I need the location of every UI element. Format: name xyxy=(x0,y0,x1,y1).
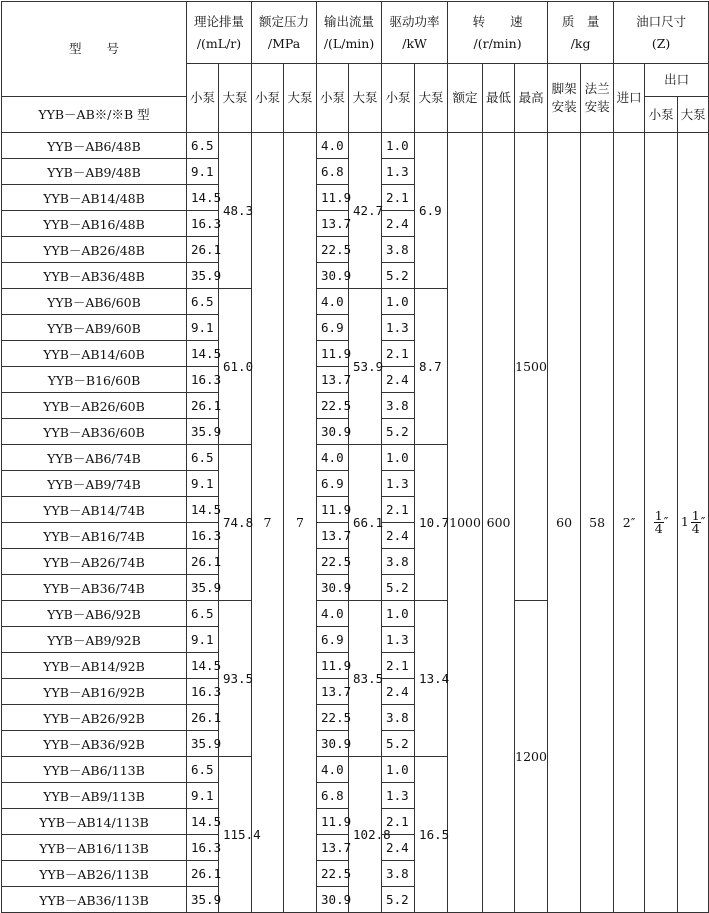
model-cell: YYB－AB26/113B xyxy=(2,861,187,887)
header-pressure-label: 额定压力 xyxy=(259,13,310,29)
header-mass xyxy=(548,2,614,64)
small-flow-cell: 13.7 xyxy=(317,211,349,237)
large-displacement-cell: 61.0 xyxy=(219,289,252,445)
small-displacement-cell: 26.1 xyxy=(187,393,219,419)
small-flow-cell: 4.0 xyxy=(317,289,349,315)
model-cell: YYB－AB6/92B xyxy=(2,601,187,627)
model-cell: YYB－AB16/113B xyxy=(2,835,187,861)
small-flow-cell: 11.9 xyxy=(317,497,349,523)
small-displacement-cell: 14.5 xyxy=(187,341,219,367)
small-power-cell: 2.1 xyxy=(382,809,415,835)
header-port-unit: (Z) xyxy=(651,35,671,51)
header-port-inlet: 进口 xyxy=(614,64,645,133)
small-flow-cell: 30.9 xyxy=(317,575,349,601)
fraction-value xyxy=(680,508,706,536)
pump-spec-table xyxy=(1,1,709,913)
small-power-cell: 3.8 xyxy=(382,549,415,575)
header-power-large: 大泵 xyxy=(415,64,448,133)
small-power-cell: 2.1 xyxy=(382,653,415,679)
small-flow-cell: 4.0 xyxy=(317,757,349,783)
model-cell: YYB－AB26/74B xyxy=(2,549,187,575)
small-flow-cell: 6.8 xyxy=(317,783,349,809)
large-flow-cell: 53.9 xyxy=(349,289,382,445)
header-power-small: 小泵 xyxy=(382,64,415,133)
fraction-whole: 1 xyxy=(680,514,689,529)
fraction xyxy=(691,510,701,535)
small-displacement-cell: 16.3 xyxy=(187,679,219,705)
small-flow-cell: 22.5 xyxy=(317,705,349,731)
model-cell: YYB－AB9/48B xyxy=(2,159,187,185)
small-power-cell: 1.3 xyxy=(382,783,415,809)
header-port-label: 油口尺寸 xyxy=(636,13,687,29)
small-flow-cell: 13.7 xyxy=(317,835,349,861)
model-cell: YYB－AB9/60B xyxy=(2,315,187,341)
small-displacement-cell: 26.1 xyxy=(187,861,219,887)
header-speed-rated: 额定 xyxy=(448,64,483,133)
fraction-unit: ″ xyxy=(700,514,706,529)
small-displacement-cell: 14.5 xyxy=(187,809,219,835)
model-cell: YYB－AB16/92B xyxy=(2,679,187,705)
model-cell: YYB－AB9/92B xyxy=(2,627,187,653)
model-cell: YYB－AB26/92B xyxy=(2,705,187,731)
header-flow xyxy=(317,2,382,64)
model-cell: YYB－AB6/60B xyxy=(2,289,187,315)
header-flow-unit: /(L/min) xyxy=(323,35,375,51)
fraction xyxy=(654,510,664,535)
fraction-value xyxy=(654,508,669,536)
small-flow-cell: 22.5 xyxy=(317,861,349,887)
small-displacement-cell: 35.9 xyxy=(187,731,219,757)
header-model xyxy=(2,2,187,97)
header-displacement xyxy=(187,2,252,64)
header-disp-small: 小泵 xyxy=(187,64,219,133)
small-flow-cell: 13.7 xyxy=(317,367,349,393)
fraction-denominator: 4 xyxy=(654,521,663,536)
header-speed xyxy=(448,2,548,64)
model-cell: YYB－AB16/48B xyxy=(2,211,187,237)
small-displacement-cell: 6.5 xyxy=(187,133,219,159)
small-power-cell: 5.2 xyxy=(382,887,415,913)
model-cell: YYB－AB14/48B xyxy=(2,185,187,211)
header-flow-large: 大泵 xyxy=(349,64,382,133)
small-displacement-cell: 35.9 xyxy=(187,575,219,601)
small-power-cell: 2.4 xyxy=(382,835,415,861)
model-cell: YYB－AB26/48B xyxy=(2,237,187,263)
fraction-numerator: 1 xyxy=(691,508,700,523)
small-displacement-cell: 26.1 xyxy=(187,237,219,263)
model-cell: YYB－AB36/60B xyxy=(2,419,187,445)
header-press-large: 大泵 xyxy=(284,64,317,133)
speed-max-cell: 1200 xyxy=(515,601,548,913)
model-cell: YYB－B16/60B xyxy=(2,367,187,393)
small-power-cell: 2.4 xyxy=(382,367,415,393)
header-port-outlet: 出口 xyxy=(645,64,709,97)
small-displacement-cell: 6.5 xyxy=(187,601,219,627)
small-flow-cell: 22.5 xyxy=(317,393,349,419)
large-power-cell: 13.4 xyxy=(415,601,448,757)
model-cell: YYB－AB26/60B xyxy=(2,393,187,419)
model-cell: YYB－AB36/92B xyxy=(2,731,187,757)
header-outlet-small: 小泵 xyxy=(645,97,678,133)
large-power-cell: 16.5 xyxy=(415,757,448,913)
small-displacement-cell: 14.5 xyxy=(187,497,219,523)
small-power-cell: 5.2 xyxy=(382,731,415,757)
header-mass-unit: /kg xyxy=(570,35,591,51)
mass-flange-cell: 58 xyxy=(581,133,614,913)
model-cell: YYB－AB14/113B xyxy=(2,809,187,835)
small-power-cell: 1.0 xyxy=(382,289,415,315)
small-power-cell: 1.3 xyxy=(382,471,415,497)
small-power-cell: 2.4 xyxy=(382,211,415,237)
small-flow-cell: 6.8 xyxy=(317,159,349,185)
large-displacement-cell: 115.4 xyxy=(219,757,252,913)
small-displacement-cell: 6.5 xyxy=(187,445,219,471)
small-flow-cell: 30.9 xyxy=(317,887,349,913)
large-displacement-cell: 74.8 xyxy=(219,445,252,601)
small-flow-cell: 30.9 xyxy=(317,731,349,757)
model-cell: YYB－AB36/74B xyxy=(2,575,187,601)
table-body xyxy=(2,133,709,913)
speed-min-cell: 600 xyxy=(483,133,515,913)
small-displacement-cell: 35.9 xyxy=(187,419,219,445)
header-power-label: 驱动功率 xyxy=(389,13,440,29)
model-cell: YYB－AB14/92B xyxy=(2,653,187,679)
header-outlet-large: 大泵 xyxy=(678,97,709,133)
small-displacement-cell: 9.1 xyxy=(187,627,219,653)
large-power-cell: 6.9 xyxy=(415,133,448,289)
header-disp-large: 大泵 xyxy=(219,64,252,133)
small-power-cell: 2.4 xyxy=(382,523,415,549)
small-displacement-cell: 16.3 xyxy=(187,523,219,549)
fraction-denominator: 4 xyxy=(691,521,700,536)
small-displacement-cell: 6.5 xyxy=(187,757,219,783)
pressure-small-cell: 7 xyxy=(252,133,284,913)
small-displacement-cell: 35.9 xyxy=(187,887,219,913)
small-displacement-cell: 6.5 xyxy=(187,289,219,315)
small-flow-cell: 11.9 xyxy=(317,185,349,211)
small-power-cell: 2.1 xyxy=(382,185,415,211)
small-displacement-cell: 16.3 xyxy=(187,211,219,237)
model-cell: YYB－AB9/74B xyxy=(2,471,187,497)
small-power-cell: 2.1 xyxy=(382,341,415,367)
small-flow-cell: 4.0 xyxy=(317,601,349,627)
small-power-cell: 1.0 xyxy=(382,133,415,159)
large-flow-cell: 42.7 xyxy=(349,133,382,289)
small-power-cell: 1.0 xyxy=(382,601,415,627)
large-displacement-cell: 48.3 xyxy=(219,133,252,289)
header-pressure-unit: /MPa xyxy=(267,35,301,51)
port-outlet-small-cell xyxy=(645,133,678,913)
header-speed-label: 转 速 xyxy=(472,13,523,29)
model-cell: YYB－AB16/74B xyxy=(2,523,187,549)
table-row xyxy=(2,133,709,159)
header-power xyxy=(382,2,448,64)
small-power-cell: 3.8 xyxy=(382,237,415,263)
small-power-cell: 2.4 xyxy=(382,679,415,705)
speed-rated-cell: 1000 xyxy=(448,133,483,913)
mass-foot-cell: 60 xyxy=(548,133,581,913)
header-displacement-unit: /(mL/r) xyxy=(196,35,242,51)
small-displacement-cell: 9.1 xyxy=(187,471,219,497)
header-flow-small: 小泵 xyxy=(317,64,349,133)
header-speed-min: 最低 xyxy=(483,64,515,133)
small-power-cell: 1.3 xyxy=(382,627,415,653)
header-model-sub-label: YYB－AB※/※B 型 xyxy=(38,106,150,122)
header-speed-max: 最高 xyxy=(515,64,548,133)
small-flow-cell: 11.9 xyxy=(317,653,349,679)
small-power-cell: 1.0 xyxy=(382,445,415,471)
large-displacement-cell: 93.5 xyxy=(219,601,252,757)
small-power-cell: 5.2 xyxy=(382,575,415,601)
small-power-cell: 1.0 xyxy=(382,757,415,783)
header-mass-foot xyxy=(548,64,581,133)
header-pressure xyxy=(252,2,317,64)
small-power-cell: 1.3 xyxy=(382,315,415,341)
large-flow-cell: 66.1 xyxy=(349,445,382,601)
header-flow-label: 输出流量 xyxy=(324,13,375,29)
model-cell: YYB－AB6/74B xyxy=(2,445,187,471)
header-port xyxy=(614,2,709,64)
small-power-cell: 1.3 xyxy=(382,159,415,185)
header-mass-label: 质 量 xyxy=(561,13,600,29)
small-flow-cell: 11.9 xyxy=(317,809,349,835)
small-displacement-cell: 26.1 xyxy=(187,549,219,575)
header-model-label: 型 号 xyxy=(68,41,119,56)
small-flow-cell: 4.0 xyxy=(317,133,349,159)
model-cell: YYB－AB36/48B xyxy=(2,263,187,289)
port-inlet-cell: 2″ xyxy=(614,133,645,913)
small-displacement-cell: 35.9 xyxy=(187,263,219,289)
small-power-cell: 5.2 xyxy=(382,263,415,289)
fraction-unit: ″ xyxy=(663,514,669,529)
model-cell: YYB－AB36/113B xyxy=(2,887,187,913)
header-model-sub xyxy=(2,97,187,133)
header-press-small: 小泵 xyxy=(252,64,284,133)
small-flow-cell: 6.9 xyxy=(317,627,349,653)
large-flow-cell: 83.5 xyxy=(349,601,382,757)
model-cell: YYB－AB14/74B xyxy=(2,497,187,523)
header-mass-foot-label: 脚架安装 xyxy=(551,81,577,114)
header-speed-unit: /(r/min) xyxy=(473,35,522,51)
small-power-cell: 3.8 xyxy=(382,705,415,731)
header-mass-flange-label: 法兰安装 xyxy=(584,81,610,114)
speed-max-cell: 1500 xyxy=(515,133,548,601)
header-power-unit: /kW xyxy=(402,35,427,51)
small-flow-cell: 6.9 xyxy=(317,471,349,497)
model-cell: YYB－AB9/113B xyxy=(2,783,187,809)
model-cell: YYB－AB14/60B xyxy=(2,341,187,367)
small-flow-cell: 30.9 xyxy=(317,419,349,445)
small-flow-cell: 6.9 xyxy=(317,315,349,341)
small-displacement-cell: 14.5 xyxy=(187,185,219,211)
small-displacement-cell: 16.3 xyxy=(187,835,219,861)
large-flow-cell: 102.8 xyxy=(349,757,382,913)
small-displacement-cell: 14.5 xyxy=(187,653,219,679)
small-displacement-cell: 16.3 xyxy=(187,367,219,393)
small-flow-cell: 22.5 xyxy=(317,237,349,263)
header-mass-flange xyxy=(581,64,614,133)
small-power-cell: 2.1 xyxy=(382,497,415,523)
small-power-cell: 3.8 xyxy=(382,393,415,419)
small-flow-cell: 4.0 xyxy=(317,445,349,471)
large-power-cell: 10.7 xyxy=(415,445,448,601)
fraction-numerator: 1 xyxy=(654,508,663,523)
pressure-large-cell: 7 xyxy=(284,133,317,913)
small-flow-cell: 13.7 xyxy=(317,679,349,705)
small-flow-cell: 11.9 xyxy=(317,341,349,367)
small-displacement-cell: 9.1 xyxy=(187,315,219,341)
model-cell: YYB－AB6/113B xyxy=(2,757,187,783)
small-flow-cell: 22.5 xyxy=(317,549,349,575)
small-power-cell: 5.2 xyxy=(382,419,415,445)
small-displacement-cell: 9.1 xyxy=(187,159,219,185)
small-power-cell: 3.8 xyxy=(382,861,415,887)
header-displacement-label: 理论排量 xyxy=(194,13,245,29)
port-outlet-large-cell xyxy=(678,133,709,913)
small-displacement-cell: 26.1 xyxy=(187,705,219,731)
small-flow-cell: 13.7 xyxy=(317,523,349,549)
large-power-cell: 8.7 xyxy=(415,289,448,445)
model-cell: YYB－AB6/48B xyxy=(2,133,187,159)
small-flow-cell: 30.9 xyxy=(317,263,349,289)
small-displacement-cell: 9.1 xyxy=(187,783,219,809)
